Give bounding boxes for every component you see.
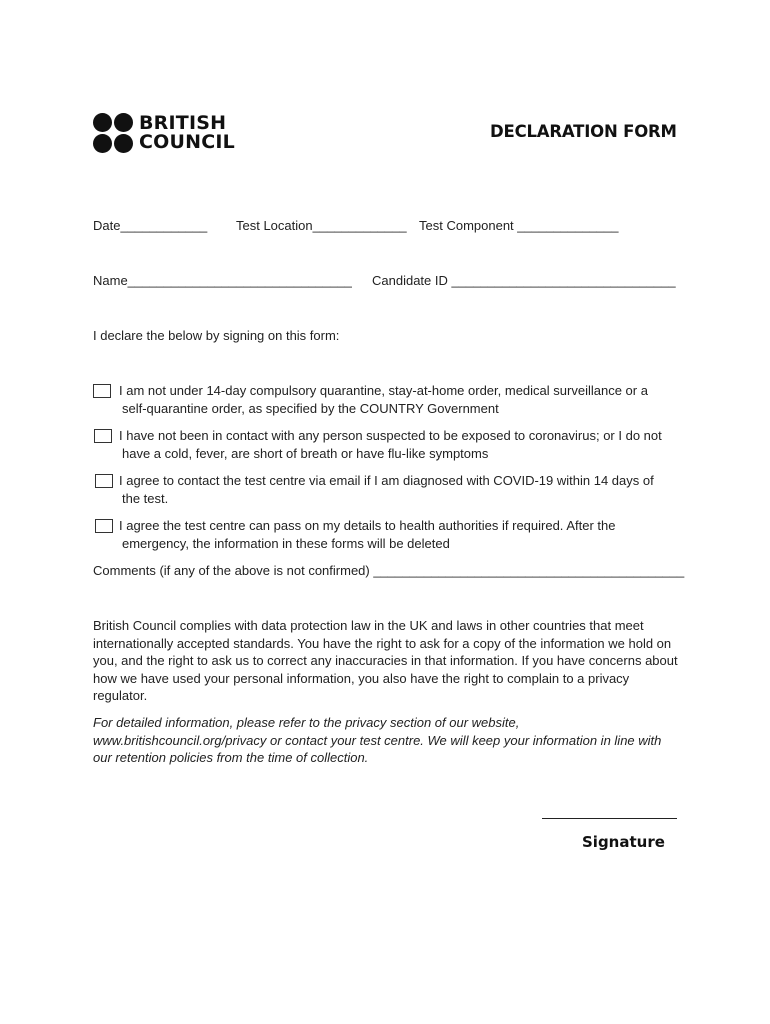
signature-line[interactable] <box>542 818 677 819</box>
logo-text: BRITISH COUNCIL <box>139 112 235 153</box>
test-location-field[interactable]: Test Location_____________ <box>236 218 407 233</box>
comments-field[interactable]: Comments (if any of the above is not confirmed) ___________________________________________ <box>93 563 685 578</box>
declaration-form-page: BRITISH COUNCIL DECLARATION FORM Date____________ Test Location_____________ Test Component ______________ Name_______________________________ Candidate ID _______________________________ I declare the below by signing on this form: I am not under 14-day compulsory quarantine, stay-at-home order, medical surveillance or a self-quarantine order, as specified by the COUNTRY Government I have not been in contact with any person suspected to be exposed to coronavirus; or I do not have a cold, fever, are short of breath or have flu-like symptoms I agree to contact the test centre via email if I am diagnosed with COVID-19 within 14 days of the test. I agree the test centre can pass on my details to health authorities if required. After the emergency, the information in these forms will be deleted Comments (if any of the above is not confirmed) ___________________________________________ British Council complies with data protection law in the UK and laws in other countries that meet internationally accepted standards. You have the right to ask for a copy of the information we hold on you, and the right to ask us to correct any inaccuracies in that information. If you have concerns about how we have used your personal information, you also have the right to complain to a privacy regulator. For detailed information, please refer to the privacy section of our website, www.britishcouncil.org/privacy or contact your test centre. We will keep your information in line with our retention policies from the time of collection. Signature <box>93 112 685 851</box>
logo-dots-icon <box>93 113 133 153</box>
privacy-paragraph: British Council complies with data protection law in the UK and laws in other countries that meet internationally accepted standards. You have the right to ask for a copy of the information we hold on you, and the right to ask us to correct any inaccuracies in that information. If you have concerns about how we have used your personal information, you also have the right to complain to a privacy regulator. <box>93 618 678 704</box>
candidate-id-field[interactable]: Candidate ID _______________________________ <box>372 273 676 288</box>
date-field[interactable]: Date____________ <box>93 218 208 233</box>
signature-label: Signature <box>582 833 665 851</box>
privacy-note: For detailed information, please refer to the privacy section of our website, www.britishcouncil.org/privacy or contact your test centre. We will keep your information in line with our retention policies from the time of collection. <box>93 715 662 766</box>
name-field[interactable]: Name_______________________________ <box>93 273 352 288</box>
intro-text: I declare the below by signing on this form: <box>93 328 340 343</box>
test-component-field[interactable]: Test Component ______________ <box>419 218 619 233</box>
page-title: DECLARATION FORM <box>490 122 677 141</box>
british-council-logo <box>93 113 235 153</box>
declaration-checkbox[interactable] <box>94 429 112 443</box>
declaration-checkbox[interactable] <box>93 384 111 398</box>
declaration-checkbox[interactable] <box>95 474 113 488</box>
declaration-checkbox[interactable] <box>95 519 113 533</box>
